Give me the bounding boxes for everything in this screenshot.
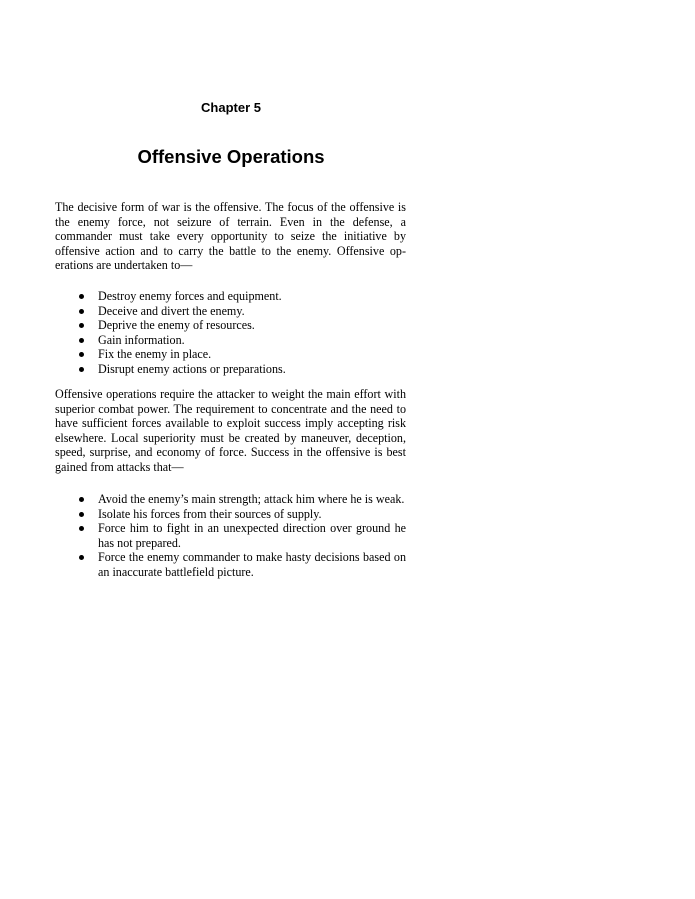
list-item: Force him to fight in an unexpected direction over ground he has not prepared. [55,521,406,550]
bullet-icon [79,367,84,372]
list-item: Fix the enemy in place. [55,347,406,362]
requirements-paragraph: Offensive operations require the attacker to weight the main effort with superior combat power. The requirement to concentrate and the need to have sufficient forces available to exploit success imply accepting risk elsewhere. Local superiority must be created by maneuver, deception, speed, surprise, and economy of force. Success in the offensive is best gained from attacks that— [55,387,406,474]
bullet-icon [79,323,84,328]
list-item: Avoid the enemy’s main strength; attack him where he is weak. [55,492,406,507]
chapter-label: Chapter 5 [201,100,261,115]
list-item: Deprive the enemy of resources. [55,318,406,333]
bullet-icon [79,338,84,343]
list-item: Deceive and divert the enemy. [55,304,406,319]
bullet-icon [79,555,84,560]
list-item: Force the enemy commander to make hasty decisions based on an inaccurate battlefield picture. [55,550,406,579]
chapter-title: Offensive Operations [137,146,325,167]
list-item: Isolate his forces from their sources of supply. [55,507,406,522]
intro-paragraph: The decisive form of war is the offensive. The focus of the offensive is the enemy force, not seizure of terrain. Even in the defense, a commander must take every opportunity to seize the initiative by offensive action and to carry the battle to the enemy. Offensive operations are undertaken to— [55,200,406,273]
bullet-icon [79,352,84,357]
bullet-icon [79,512,84,517]
bullet-icon [79,497,84,502]
list-item: Disrupt enemy actions or preparations. [55,362,406,377]
bullet-icon [79,526,84,531]
objectives-list [55,289,406,377]
bullet-icon [79,294,84,299]
list-item: Destroy enemy forces and equipment. [55,289,406,304]
attack-principles-list [55,492,406,580]
list-item: Gain information. [55,333,406,348]
bullet-icon [79,309,84,314]
